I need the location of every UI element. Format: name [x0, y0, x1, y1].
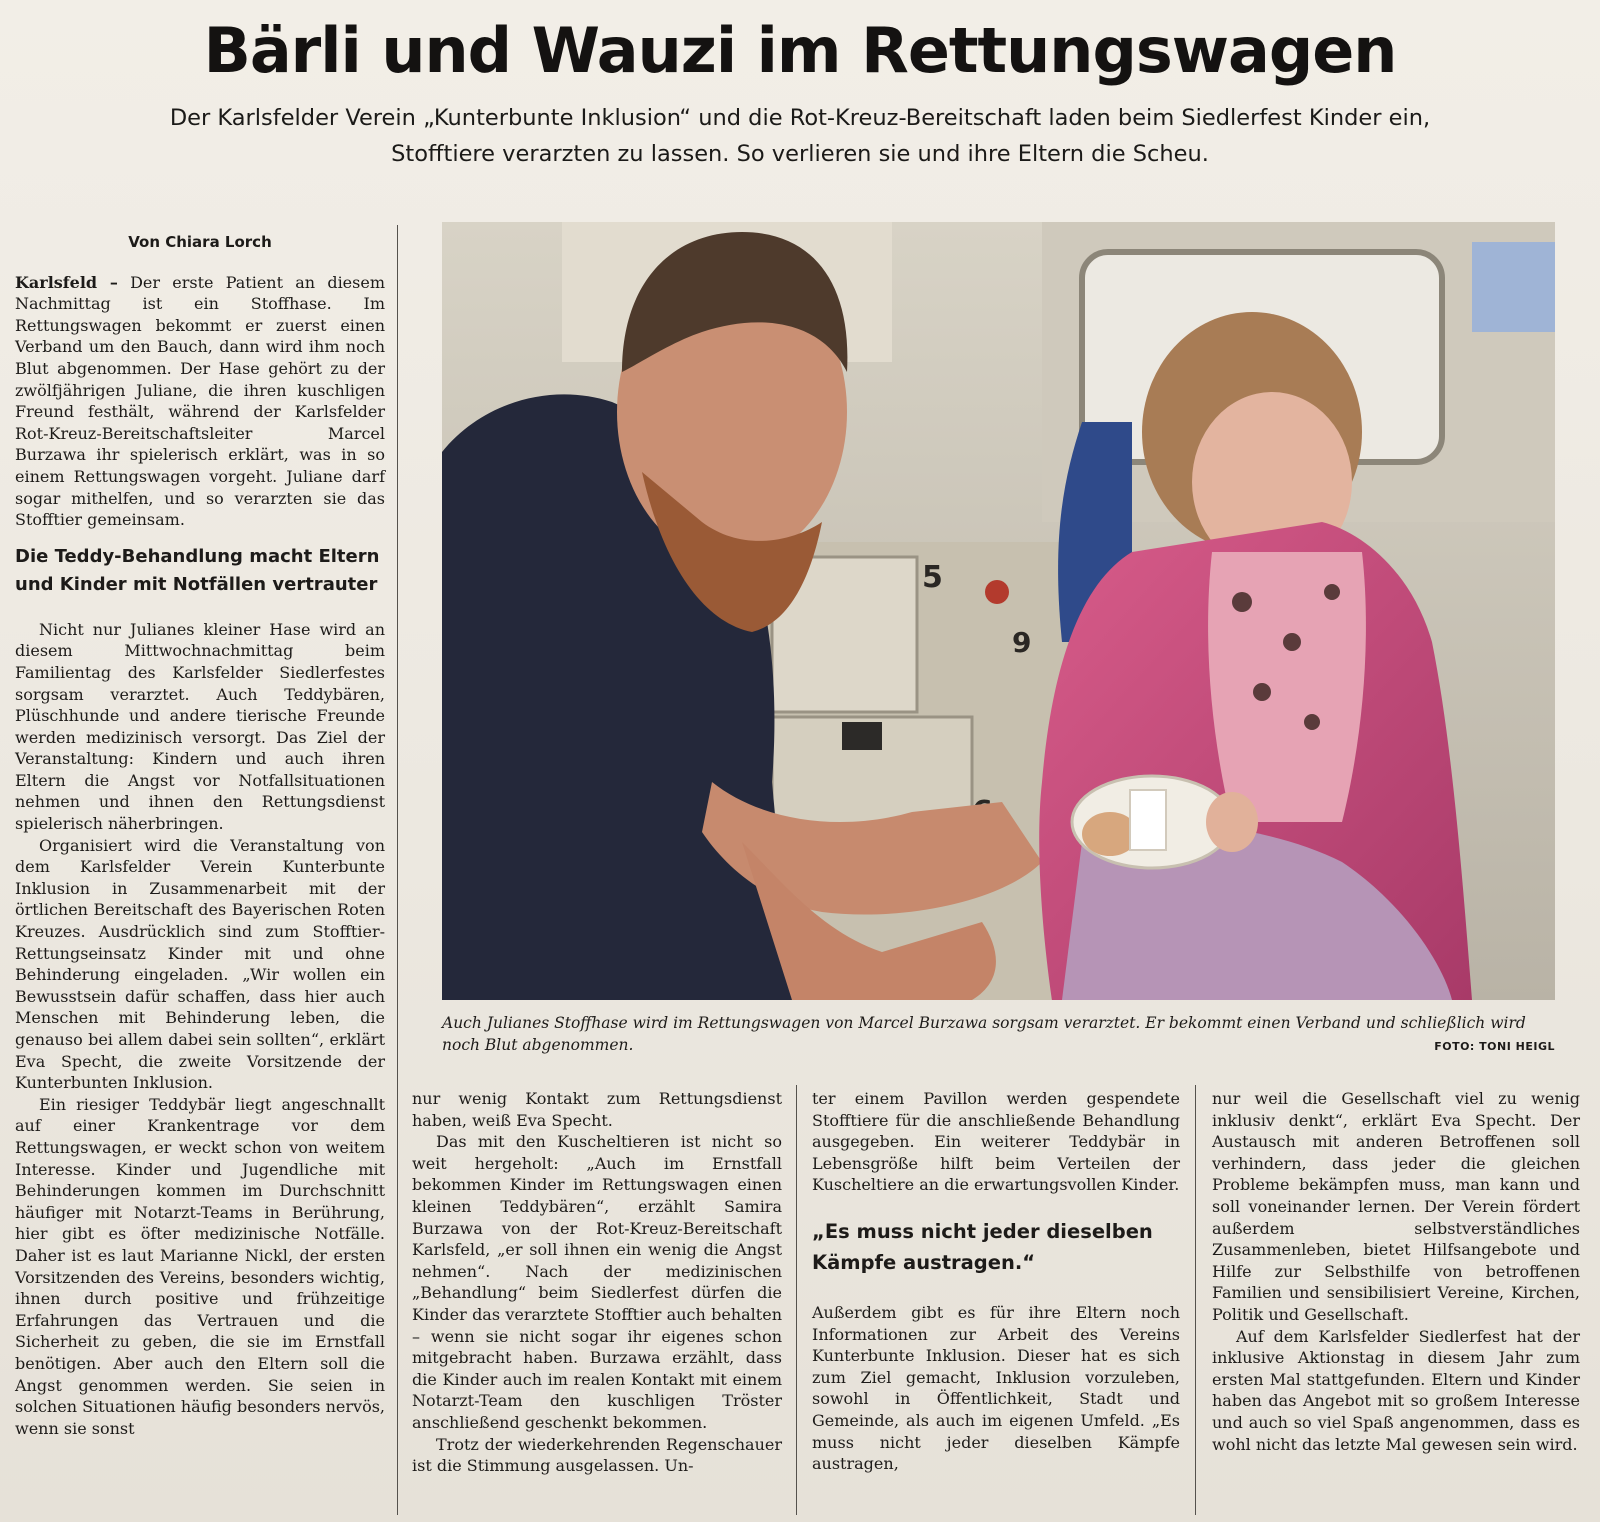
paragraph: nur wenig Kontakt zum Rettungsdienst haben, weiß Eva Specht.	[412, 1089, 782, 1130]
pull-quote: „Es muss nicht jeder dieselben Kämpfe austragen.“	[812, 1219, 1153, 1274]
article-column-4	[1212, 1088, 1580, 1455]
paragraph: nur weil die Gesellschaft viel zu wenig inklusiv denkt“, erklärt Eva Specht. Der Austausch mit anderen Betroffenen soll verhindern, dass jeder die gleichen Probleme bekämpfen muss, man kann und soll voneinander lernen. Der Verein fördert außerdem selbstverständliches Zusammenleben, bietet Hilfsangebote und Hilfe zur Selbsthilfe von betroffenen Familien und sensibilisiert Vereine, Kirchen, Politik und Gesellschaft.	[1212, 1089, 1580, 1324]
headline: Bärli und Wauzi im Rettungswagen	[203, 14, 1397, 87]
column-divider	[796, 1085, 797, 1515]
subheadline: Der Karlsfelder Verein „Kunterbunte Inklusion“ und die Rot-Kreuz-Bereitschaft laden beim Siedlerfest Kinder ein, Stofftiere verarzten zu lassen. So verlieren sie und ihre Eltern die Scheu.	[169, 105, 1431, 167]
article-photo	[442, 222, 1555, 1000]
paragraph: Außerdem gibt es für ihre Eltern noch Informationen zur Arbeit des Vereins Kunterbunte Inklusion. Dieser hat es sich zum Ziel gemacht, Inklusion vorzuleben, sowohl in Öffentlichkeit, Stadt und Gemeinde, als auch im eigenen Umfeld. „Es muss nicht jeder dieselben Kämpfe austragen,	[812, 1302, 1180, 1474]
photo-caption: Auch Julianes Stoffhase wird im Rettungswagen von Marcel Burzawa sorgsam verarztet. Er bekommt einen Verband und schließlich wird noch Blut abgenommen.	[442, 1014, 1526, 1054]
drawer-label-5: 5	[922, 560, 943, 595]
column-divider	[1195, 1085, 1196, 1515]
photo-illustration	[442, 222, 1555, 1000]
article-column-1	[15, 232, 385, 1439]
article-column-3	[812, 1088, 1180, 1475]
paragraph: Auf dem Karlsfelder Siedlerfest hat der inklusive Aktionstag in diesem Jahr zum ersten Mal stattgefunden. Eltern und Kinder haben das Angebot mit so großem Interesse und auch so viel Spaß angenommen, dass es wohl nicht das letzte Mal gewesen sein wird.	[1212, 1326, 1580, 1454]
article-column-2	[412, 1088, 782, 1477]
dateline: Karlsfeld –	[15, 272, 118, 292]
paragraph: Ein riesiger Teddybär liegt angeschnallt auf einer Krankentrage vor dem Rettungswagen, er weckt schon von weitem Interesse. Kinder und Jugendliche mit Behinderungen kommen im Durchschnitt häufiger mit Notarzt-Teams in Berührung, hier gibt es öfter medizinische Notfälle. Daher ist es laut Marianne Nickl, der ersten Vorsitzenden des Vereins, besonders wichtig, ihnen durch positive und frühzeitige Erfahrungen das Vertrauen und die Sicherheit zu geben, die sie im Ernstfall benötigen. Aber auch den Eltern soll die Angst genommen werden. Sie seien in solchen Situationen häufig besonders nervös, wenn sie sonst	[15, 1094, 385, 1438]
photo-credit: FOTO: TONI HEIGL	[1434, 1040, 1555, 1053]
paragraph: Trotz der wiederkehrenden Regenschauer ist die Stimmung ausgelassen. Un-	[412, 1434, 782, 1476]
drawer-label-9: 9	[1012, 626, 1032, 659]
crosshead: Die Teddy-Behandlung macht Eltern und Kinder mit Notfällen vertrauter	[15, 545, 380, 595]
lead-paragraph	[15, 272, 385, 531]
lead-text: Der erste Patient an diesem Nachmittag ist ein Stoffhase. Im Rettungswagen bekommt er zuerst einen Verband um den Bauch, dann wird ihm noch Blut abgenommen. Der Hase gehört zu der zwölfjährigen Juliane, die ihren kuschligen Freund festhält, während der Karlsfelder Rot-Kreuz-Bereitschaftsleiter Marcel Burzawa ihr spielerisch erklärt, was in so einem Rettungswagen vorgeht. Juliane darf sogar mithelfen, und so verarzten sie das Stofftier gemeinsam.	[15, 272, 385, 530]
byline: Von Chiara Lorch	[128, 233, 272, 251]
column-divider	[397, 225, 398, 1515]
paragraph: Das mit den Kuscheltieren ist nicht so weit hergeholt: „Auch im Ernstfall bekommen Kinder im Rettungswagen einen kleinen Teddybären“, erzählt Samira Burzawa von der Rot-Kreuz-Bereitschaft Karlsfeld, „er soll ihnen ein wenig die Angst nehmen“. Nach der medizinischen „Behandlung“ beim Siedlerfest dürfen die Kinder das verarztete Stofftier auch behalten – wenn sie nicht sogar ihr eigenes schon mitgebracht haben. Burzawa erzählt, dass die Kinder auch im realen Kontakt mit einem Notarzt-Team den kuschligen Tröster anschließend geschenkt bekommen.	[412, 1132, 782, 1432]
paragraph: ter einem Pavillon werden gespendete Stofftiere für die anschließende Behandlung ausgegeben. Ein weiterer Teddybär in Lebensgröße hilft beim Verteilen der Kuscheltiere an die erwartungsvollen Kinder.	[812, 1089, 1180, 1195]
paragraph: Organisiert wird die Veranstaltung von dem Karlsfelder Verein Kunterbunte Inklusion in Zusammenarbeit mit der örtlichen Bereitschaft des Bayerischen Roten Kreuzes. Ausdrücklich sind zum Stofftier-Rettungseinsatz Kinder mit und ohne Behinderung eingeladen. „Wir wollen ein Bewusstsein dafür schaffen, dass hier auch Menschen mit Behinderung leben, die genauso bei allem dabei sein sollten“, erklärt Eva Specht, die zweite Vorsitzende der Kunterbunten Inklusion.	[15, 835, 385, 1093]
paragraph: Nicht nur Julianes kleiner Hase wird an diesem Mittwochnachmittag beim Familientag des Karlsfelder Siedlerfestes sorgsam verarztet. Auch Teddybären, Plüschhunde und andere tierische Freunde werden medizinisch versorgt. Das Ziel der Veranstaltung: Kindern und auch ihren Eltern die Angst vor Notfallsituationen nehmen und ihnen den Rettungsdienst spielerisch näherbringen.	[15, 619, 385, 834]
